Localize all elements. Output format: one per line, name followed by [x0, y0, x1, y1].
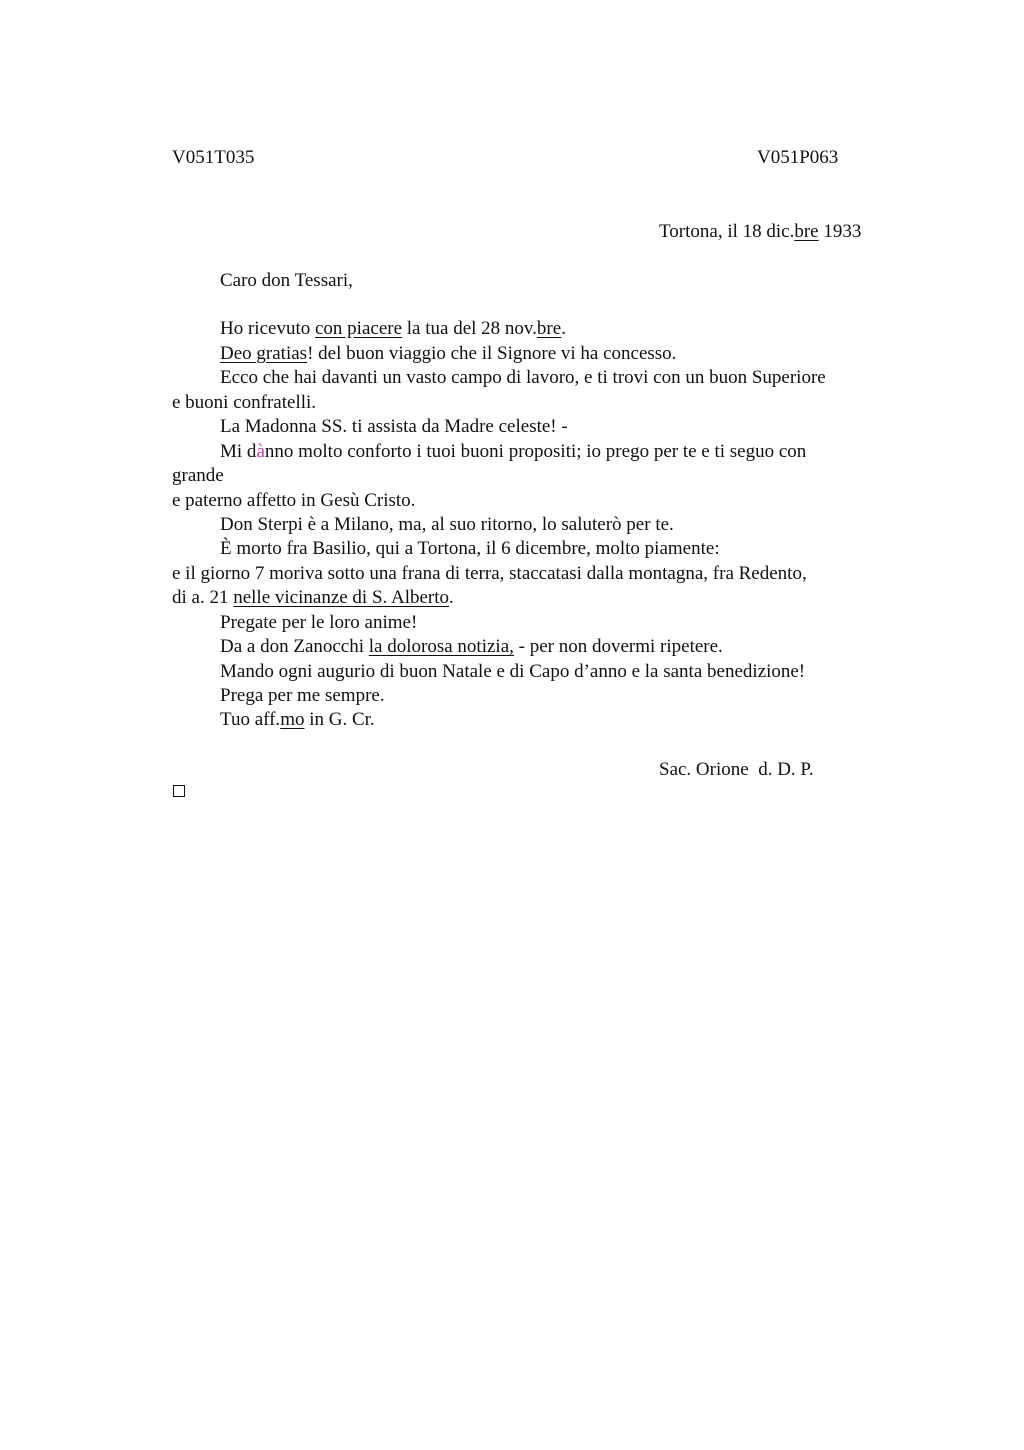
body-line-13: Pregate per le loro anime!	[220, 612, 418, 633]
date-year: 1933	[818, 221, 862, 242]
underlined-text: Deo gratias	[220, 343, 308, 364]
text-run: Mi d	[220, 441, 257, 462]
body-line-7: grande	[172, 465, 224, 486]
body-line-15: Mando ogni augurio di buon Natale e di Capo d’anno e la santa benedizione!	[220, 661, 806, 682]
text-run: ! del buon viaggio che il Signore vi ha concesso.	[307, 343, 677, 364]
body-line-10: È morto fra Basilio, qui a Tortona, il 6 dicembre, molto piamente:	[220, 538, 720, 559]
date-prefix: Tortona, il 18 dic.	[659, 221, 795, 242]
body-line-6	[220, 440, 806, 464]
body-line-17	[220, 708, 375, 732]
text-run: - per non dovermi ripetere.	[513, 636, 723, 657]
body-line-4: e buoni confratelli.	[172, 392, 317, 413]
text-run: la tua del 28 nov.	[402, 318, 537, 339]
body-line-8: e paterno affetto in Gesù Cristo.	[172, 490, 416, 511]
body-line-5: La Madonna SS. ti assista da Madre celeste! -	[220, 416, 568, 437]
underlined-text: nelle vicinanze di S. Alberto	[233, 587, 450, 608]
signature: Sac. Orione d. D. P.	[659, 759, 814, 780]
body-line-2	[220, 342, 676, 366]
text-run: di a. 21	[172, 587, 234, 608]
salutation: Caro don Tessari,	[220, 270, 353, 291]
body-line-9: Don Sterpi è a Milano, ma, al suo ritorno, lo saluterò per te.	[220, 514, 674, 535]
text-run: Tuo aff.	[220, 709, 281, 730]
text-run: .	[449, 587, 454, 608]
body-line-11: e il giorno 7 moriva sotto una frana di terra, staccatasi dalla montagna, fra Redento,	[172, 563, 807, 584]
highlighted-character: à	[256, 441, 265, 462]
text-run: Da a don Zanocchi	[220, 636, 369, 657]
date-month-suffix: bre	[794, 221, 819, 242]
body-line-16: Prega per me sempre.	[220, 685, 385, 706]
underlined-text: mo	[280, 709, 305, 730]
text-run: in G. Cr.	[304, 709, 375, 730]
body-line-3: Ecco che hai davanti un vasto campo di lavoro, e ti trovi con un buon Superiore	[220, 367, 826, 388]
letter-date	[659, 220, 861, 244]
document-code-right: V051P063	[757, 147, 839, 168]
underlined-text: bre	[536, 318, 562, 339]
checkbox-icon	[173, 785, 185, 797]
underlined-text: la dolorosa notizia,	[368, 636, 514, 657]
underlined-text: con piacere	[314, 318, 403, 339]
text-run: .	[561, 318, 566, 339]
text-run: Ho ricevuto	[220, 318, 315, 339]
document-code-left: V051T035	[172, 147, 255, 168]
body-line-1	[220, 317, 566, 341]
body-line-14	[220, 635, 723, 659]
body-line-12	[172, 586, 454, 610]
text-run: nno molto conforto i tuoi buoni propositi; io prego per te e ti seguo con	[264, 441, 807, 462]
